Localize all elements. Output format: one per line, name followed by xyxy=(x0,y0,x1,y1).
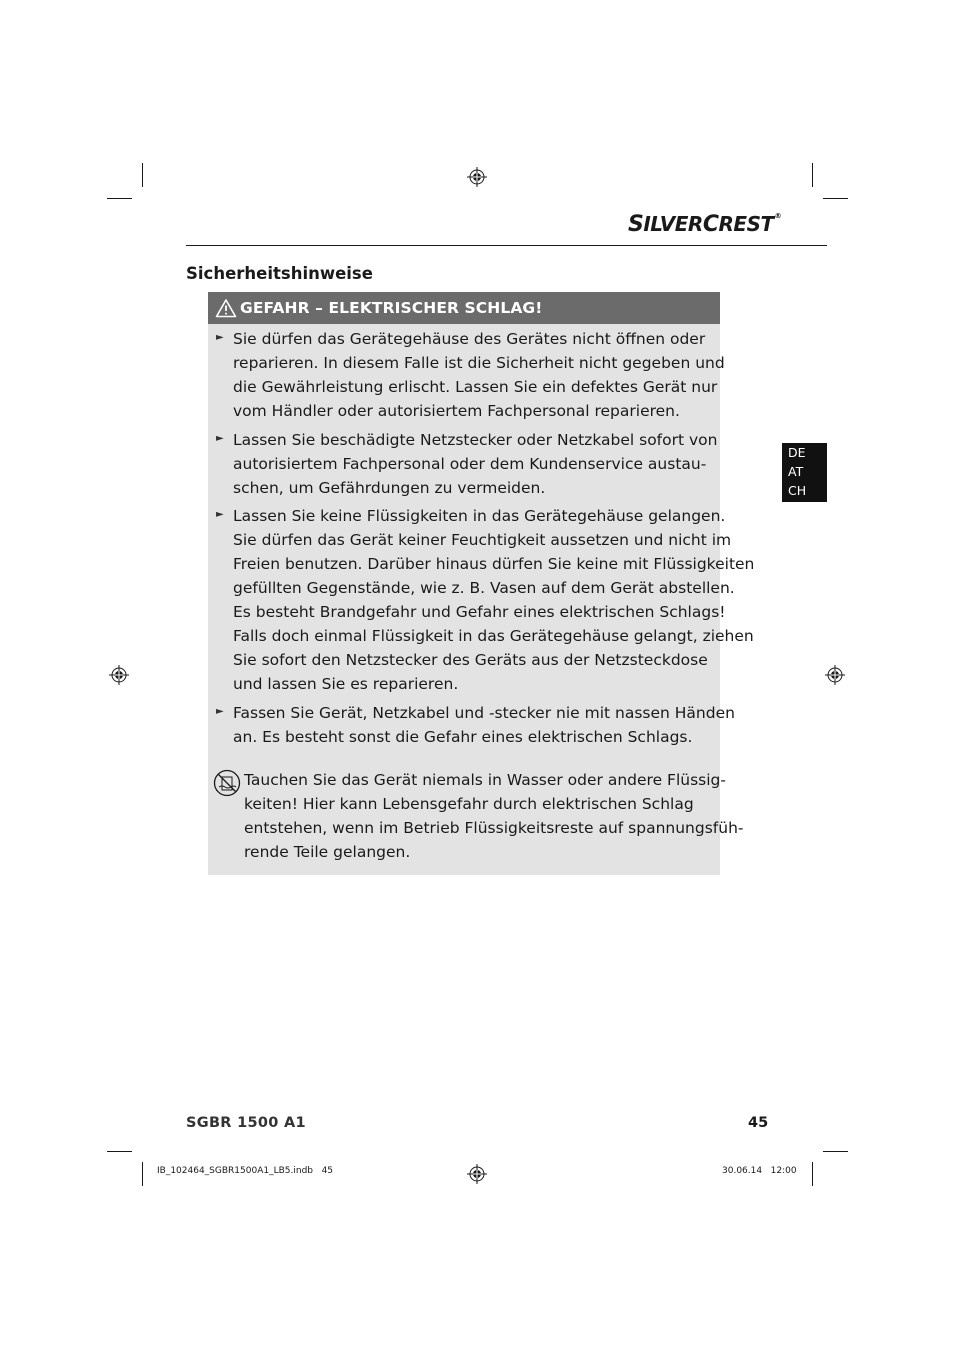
crop-mark xyxy=(142,1162,143,1186)
warning-triangle-icon xyxy=(215,298,237,318)
list-item-text: Lassen Sie beschädigte Netzstecker oder Netzkabel sofort von autorisiertem Fachpersonal oder dem Kundenservice austau- schen, um Gefährdungen zu vermeiden. xyxy=(233,431,718,497)
bullet-arrow-icon: ► xyxy=(216,509,224,520)
crop-mark xyxy=(812,163,813,187)
crop-mark xyxy=(812,1162,813,1186)
no-water-immersion-icon xyxy=(213,769,241,797)
crop-mark xyxy=(107,1151,132,1152)
warning-heading: GEFAHR – ELEKTRISCHER SCHLAG! xyxy=(240,299,543,317)
page-number: 45 xyxy=(748,1115,769,1131)
language-tab xyxy=(782,443,827,502)
list-item-text: Sie dürfen das Gerätegehäuse des Gerätes nicht öffnen oder reparieren. In diesem Falle ist die Sicherheit nicht gegeben und die Gewährleistung erlischt. Lassen Sie ein defektes Gerät nur vom Händler oder autorisiertem Fachpersonal reparieren. xyxy=(233,330,725,420)
crop-mark xyxy=(142,163,143,187)
registration-mark-icon xyxy=(467,167,487,187)
language-code: AT xyxy=(788,464,804,479)
language-code: DE xyxy=(788,445,806,460)
warning-box xyxy=(208,292,755,875)
registration-mark-icon xyxy=(825,665,845,685)
bullet-arrow-icon: ► xyxy=(216,433,224,444)
section-title: Sicherheitshinweise xyxy=(186,264,373,283)
registration-mark-icon xyxy=(467,1164,487,1184)
header-rule xyxy=(186,245,827,246)
immersion-warning-text: Tauchen Sie das Gerät niemals in Wasser oder andere Flüssig- keiten! Hier kann Lebensgefahr durch elektrischen Schlag entstehen, wenn im Betrieb Flüssigkeitsreste auf spannungsfüh- rende Teile gelangen. xyxy=(244,771,744,861)
crop-mark xyxy=(107,198,132,199)
crop-mark xyxy=(823,198,848,199)
print-slug-file: IB_102464_SGBR1500A1_LB5.indb 45 xyxy=(157,1166,334,1176)
print-slug-datetime: 30.06.14 12:00 xyxy=(722,1166,797,1176)
warning-header xyxy=(208,292,720,324)
language-code: CH xyxy=(788,483,807,498)
registration-mark-icon xyxy=(109,665,129,685)
list-item-text: Lassen Sie keine Flüssigkeiten in das Gerätegehäuse gelangen. Sie dürfen das Gerät keiner Feuchtigkeit aussetzen und nicht im Freien benutzen. Darüber hinaus dürfen Sie keine mit Flüssigkeiten gefüllten Gegenstände, wie z. B. Vasen auf dem Gerät abstellen. Es besteht Brandgefahr und Gefahr eines elektrischen Schlags! Falls doch einmal Flüssigkeit in das Gerätegehäuse gelangt, ziehen Sie sofort den Netzstecker des Geräts aus der Netzsteckdose und lassen Sie es reparieren. xyxy=(233,507,755,693)
footer-model: SGBR 1500 A1 xyxy=(186,1115,306,1131)
bullet-arrow-icon: ► xyxy=(216,706,224,717)
crop-mark xyxy=(823,1151,848,1152)
brand-logo: SILVERCREST® xyxy=(628,212,782,237)
bullet-arrow-icon: ► xyxy=(216,332,224,343)
list-item-text: Fassen Sie Gerät, Netzkabel und -stecker nie mit nassen Händen an. Es besteht sonst die Gefahr eines elektrischen Schlags. xyxy=(233,704,735,746)
